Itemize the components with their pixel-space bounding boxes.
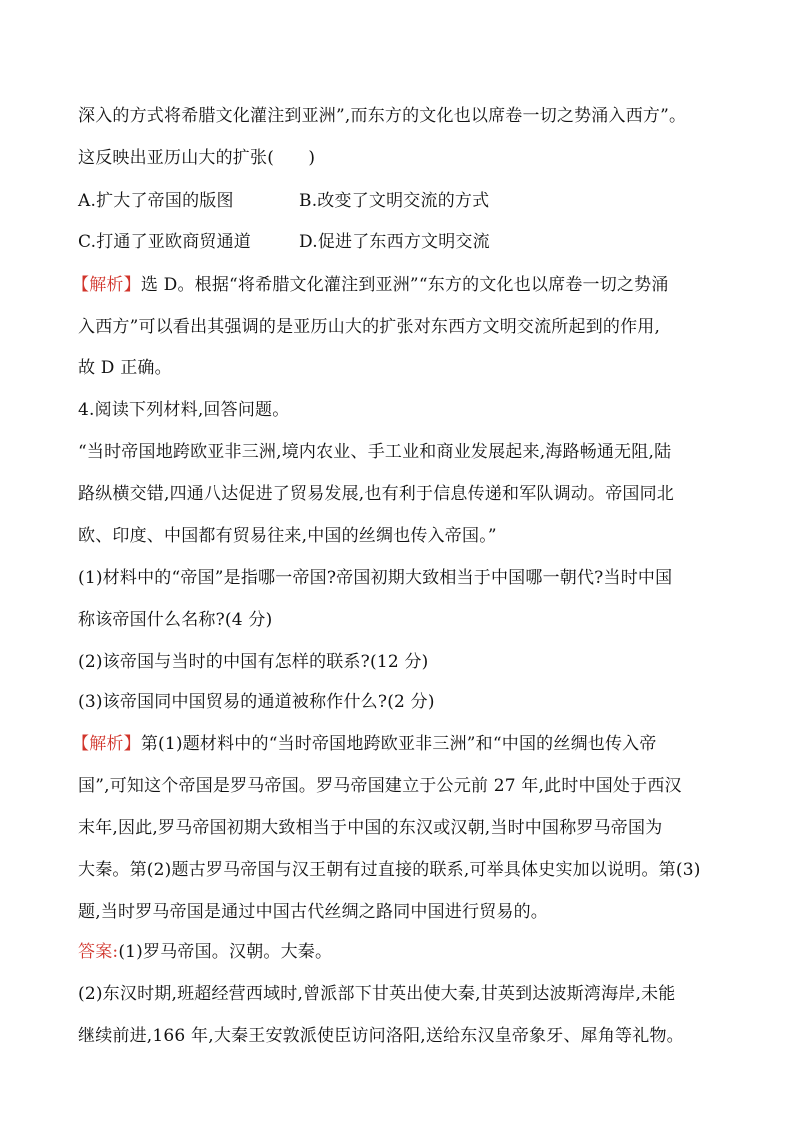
analysis-line-3: 故 D 正确。 <box>78 358 172 378</box>
answer-line-1 <box>78 940 332 964</box>
subquestion-2: (2)该帝国与当时的中国有怎样的联系?(12 分) <box>78 652 429 672</box>
material-line-3: 欧、印度、中国都有贸易往来,中国的丝绸也传入帝国。” <box>78 526 497 546</box>
question-stem: 这反映出亚历山大的扩张( ) <box>78 148 316 168</box>
material-line-2: 路纵横交错,四通八达促进了贸易发展,也有利于信息传递和军队调动。帝国同北 <box>78 484 675 504</box>
material-line-1: “当时帝国地跨欧亚非三洲,境内农业、手工业和商业发展起来,海路畅通无阻,陆 <box>78 442 672 462</box>
question-4-title: 4.阅读下列材料,回答问题。 <box>78 400 290 420</box>
answer-text: (1)罗马帝国。汉朝。大秦。 <box>118 942 333 962</box>
subquestion-1-line-1: (1)材料中的“帝国”是指哪一帝国?帝国初期大致相当于中国哪一朝代?当时中国 <box>78 568 673 588</box>
analysis-label: 【解析】 <box>72 275 141 295</box>
analysis-2-line-3: 末年,因此,罗马帝国初期大致相当于中国的东汉或汉朝,当时中国称罗马帝国为 <box>78 818 663 838</box>
subquestion-3: (3)该帝国同中国贸易的通道被称作什么?(2 分) <box>78 692 435 712</box>
option-a: A.扩大了帝国的版图 <box>78 191 234 211</box>
answer-2-line-2: 继续前进,166 年,大秦王安敦派使臣访问洛阳,送给东汉皇帝象牙、犀角等礼物。 <box>78 1026 684 1046</box>
subquestion-1-line-2: 称该帝国什么名称?(4 分) <box>78 610 273 630</box>
analysis-2-line-5: 题,当时罗马帝国是通过中国古代丝绸之路同中国进行贸易的。 <box>78 902 549 922</box>
passage-line-1: 深入的方式将希腊文化灌注到亚洲”,而东方的文化也以席卷一切之势涌入西方”。 <box>78 106 687 126</box>
option-d: D.促进了东西方文明交流 <box>299 232 490 252</box>
answer-label: 答案: <box>78 942 119 962</box>
analysis-2-text: 第(1)题材料中的“当时帝国地跨欧亚非三洲”和“中国的丝绸也传入帝 <box>140 734 657 754</box>
analysis-2-label: 【解析】 <box>72 734 141 754</box>
analysis-2-line-2: 国”,可知这个帝国是罗马帝国。罗马帝国建立于公元前 27 年,此时中国处于西汉 <box>78 776 682 796</box>
analysis-line-2: 入西方”可以看出其强调的是亚历山大的扩张对东西方文明交流所起到的作用, <box>78 317 661 337</box>
option-c: C.打通了亚欧商贸通道 <box>78 232 252 252</box>
analysis-2-line-1 <box>72 732 657 756</box>
analysis-line-1 <box>72 273 669 297</box>
analysis-2-line-4: 大秦。第(2)题古罗马帝国与汉王朝有过直接的联系,可举具体史实加以说明。第(3) <box>78 860 701 880</box>
option-b: B.改变了文明交流的方式 <box>299 191 490 211</box>
analysis-text: 选 D。根据“将希腊文化灌注到亚洲”“东方的文化也以席卷一切之势涌 <box>140 275 669 295</box>
answer-2-line-1: (2)东汉时期,班超经营西域时,曾派部下甘英出使大秦,甘英到达波斯湾海岸,未能 <box>78 984 676 1004</box>
